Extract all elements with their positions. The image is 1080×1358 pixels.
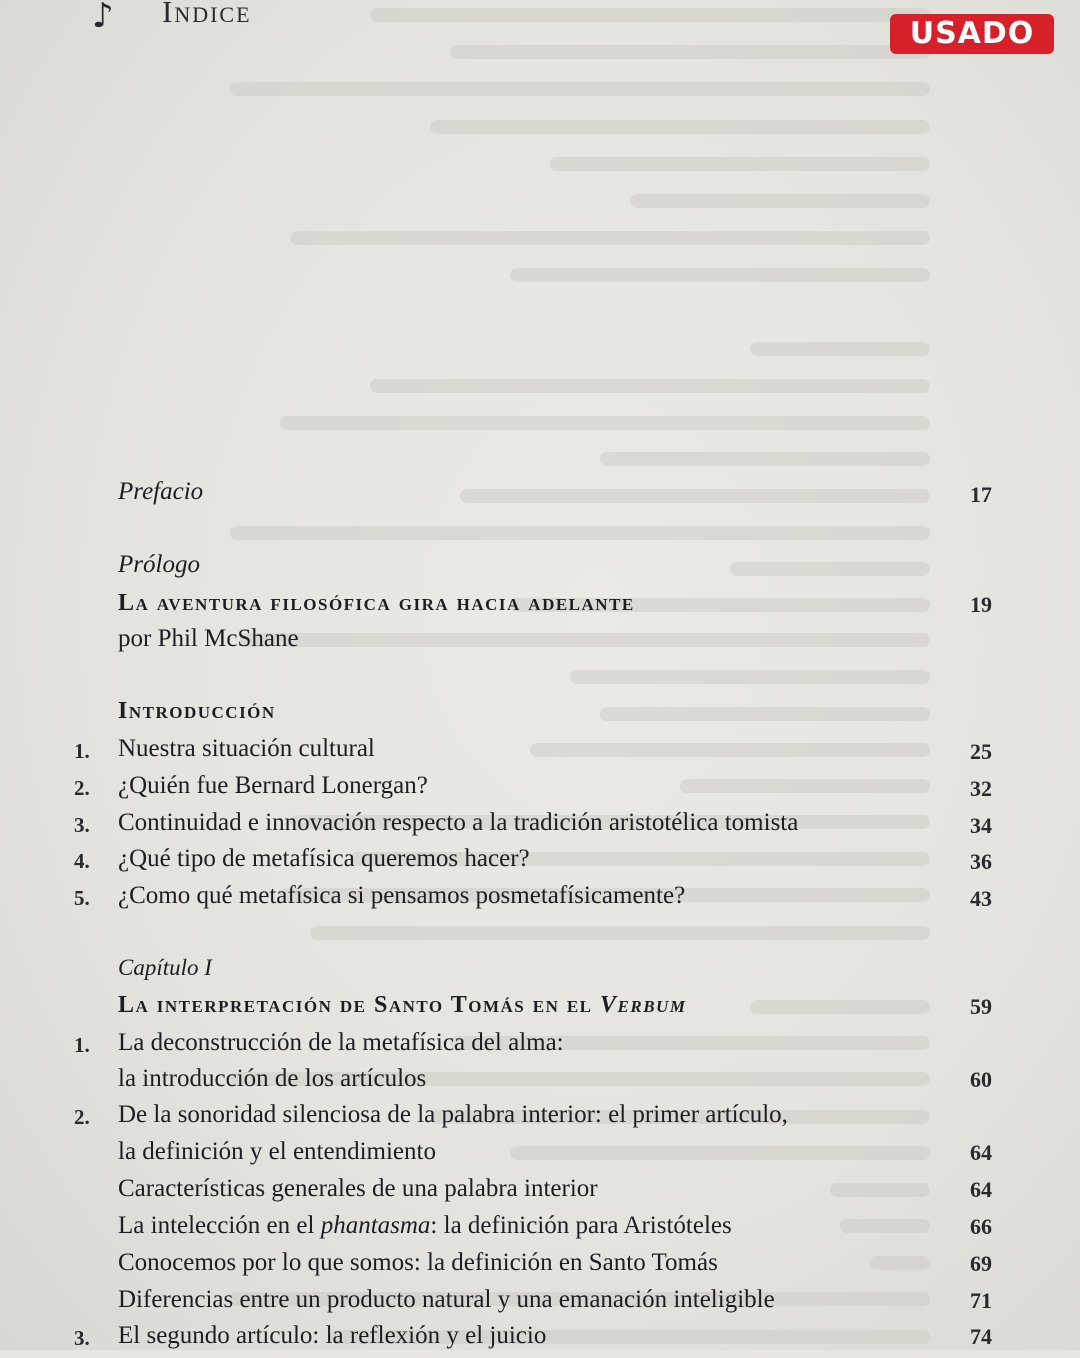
entry-text: Diferencias entre un producto natural y una emanación inteligible [118, 1286, 775, 1313]
ghost-line [600, 452, 930, 466]
entry-number: 5. [74, 886, 90, 910]
entry-text-pre: La intelección en el [118, 1212, 321, 1239]
entry-text: De la sonoridad silenciosa de la palabra interior: el primer artículo, [118, 1101, 788, 1128]
entry-text: la definición y el entendimiento [118, 1138, 436, 1165]
ghost-line [310, 926, 930, 940]
toc-entry-intro-3 [0, 809, 1080, 845]
toc-entry-cap1-2c [0, 1175, 1080, 1211]
entry-page: 43 [970, 886, 992, 911]
ornament-icon: ♪ [92, 0, 114, 36]
toc-entry-intro-5 [0, 882, 1080, 918]
entry-text-verbum: Verbum [600, 992, 687, 1018]
entry-page: 66 [970, 1214, 992, 1239]
entry-page: 60 [970, 1067, 992, 1092]
entry-text: Introducción [118, 698, 276, 724]
ghost-line [280, 416, 930, 430]
toc-entry-cap1-2a [0, 1101, 1080, 1137]
toc-entry-cap1-2d [0, 1212, 1080, 1248]
entry-page: 71 [970, 1288, 992, 1313]
page-title: Indice [162, 0, 252, 29]
ghost-line [630, 194, 930, 208]
ghost-line [290, 231, 930, 245]
entry-text-main: La interpretación de Santo Tomás en el [118, 992, 601, 1018]
entry-page: 64 [970, 1140, 992, 1165]
entry-number: 2. [74, 1105, 90, 1129]
entry-page: 17 [970, 482, 992, 507]
entry-text: El segundo artículo: la reflexión y el juicio [118, 1322, 547, 1349]
toc-entry-intro-title [0, 698, 1080, 734]
entry-text: la introducción de los artículos [118, 1065, 427, 1092]
toc-entry-prologo-title [0, 590, 1080, 626]
entry-number: 4. [74, 849, 90, 873]
entry-text: Prólogo [118, 551, 200, 578]
toc-entry-prologo-label [0, 551, 1080, 587]
entry-page: 36 [970, 849, 992, 874]
entry-page: 64 [970, 1177, 992, 1202]
ghost-line [750, 342, 930, 356]
ghost-line [370, 379, 930, 393]
ghost-line [430, 120, 930, 134]
toc-entry-prologo-author [0, 625, 1080, 661]
entry-text: La aventura filosófica gira hacia adelante [118, 590, 635, 616]
toc-entry-cap1-1b [0, 1065, 1080, 1101]
toc-entry-intro-4 [0, 845, 1080, 881]
entry-text-phantasma: phantasma [320, 1212, 431, 1239]
ghost-line [370, 8, 930, 22]
toc-entry-cap1-2e [0, 1249, 1080, 1285]
ghost-line [230, 82, 930, 96]
entry-text: Nuestra situación cultural [118, 735, 375, 762]
entry-page: 59 [970, 994, 992, 1019]
entry-text: Prefacio [118, 478, 204, 505]
ghost-line [550, 157, 930, 171]
entry-text: Conocemos por lo que somos: la definición en Santo Tomás [118, 1249, 718, 1276]
toc-entry-cap1-3 [0, 1322, 1080, 1358]
entry-number: 3. [74, 813, 90, 837]
entry-number: 2. [74, 776, 90, 800]
entry-text [118, 992, 686, 1019]
used-badge: USADO [890, 14, 1054, 54]
ghost-line [450, 45, 930, 59]
entry-text: Características generales de una palabra interior [118, 1175, 598, 1202]
entry-page: 19 [970, 592, 992, 617]
entry-page: 69 [970, 1251, 992, 1276]
toc-entry-cap1-2b [0, 1138, 1080, 1174]
entry-text-post: : la definición para Aristóteles [430, 1212, 732, 1239]
toc-entry-cap1-1a [0, 1029, 1080, 1065]
toc-entry-cap1-2f [0, 1286, 1080, 1322]
entry-text: Capítulo I [118, 955, 212, 980]
ghost-line [230, 526, 930, 540]
entry-text: por Phil McShane [118, 625, 299, 652]
entry-text: Continuidad e innovación respecto a la tradición aristotélica tomista [118, 809, 799, 836]
entry-text: ¿Como qué metafísica si pensamos posmetafísicamente? [118, 882, 686, 909]
toc-entry-cap1-title [0, 992, 1080, 1028]
entry-page: 34 [970, 813, 992, 838]
entry-text: ¿Qué tipo de metafísica queremos hacer? [118, 845, 530, 872]
ghost-line [570, 670, 930, 684]
entry-text [118, 1212, 732, 1240]
entry-number: 3. [74, 1326, 90, 1350]
entry-page: 32 [970, 776, 992, 801]
entry-page: 74 [970, 1324, 992, 1349]
toc-entry-prefacio [0, 478, 1080, 514]
entry-page: 25 [970, 739, 992, 764]
toc-entry-cap1-label [0, 955, 1080, 991]
toc-entry-intro-1 [0, 735, 1080, 771]
toc-entry-intro-2 [0, 772, 1080, 808]
entry-text: La deconstrucción de la metafísica del alma: [118, 1029, 564, 1056]
entry-number: 1. [74, 739, 90, 763]
entry-number: 1. [74, 1033, 90, 1057]
ghost-line [510, 268, 930, 282]
entry-text: ¿Quién fue Bernard Lonergan? [118, 772, 428, 799]
